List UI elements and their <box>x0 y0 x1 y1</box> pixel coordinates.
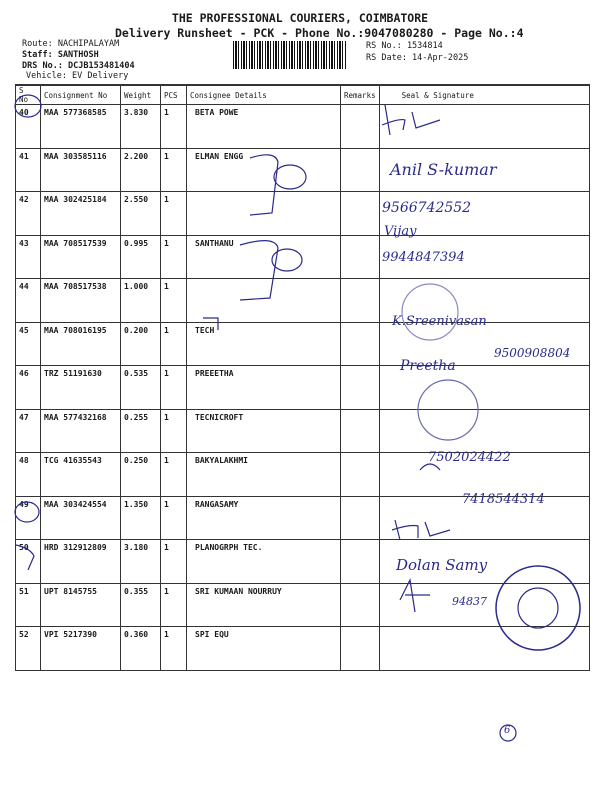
phone-46: 9500908804 <box>494 346 571 360</box>
row-weight: 0.535 <box>121 366 161 410</box>
col-pcs: PCS <box>161 85 187 105</box>
row-consignee: BAKYALAKHMI <box>187 453 341 497</box>
row-pcs: 1 <box>161 235 187 279</box>
row-sno: 47 <box>16 409 41 453</box>
staff: Staff: SANTHOSH <box>22 50 99 60</box>
row-signature <box>379 409 589 453</box>
row-signature <box>379 627 589 671</box>
row-consignee: BETA POWE <box>187 105 341 149</box>
row-weight: 0.200 <box>121 322 161 366</box>
signature-43: Vijay <box>384 224 417 239</box>
row-consignee: PREEETHA <box>187 366 341 410</box>
row-consignment-no: HRD 312912809 <box>41 540 121 584</box>
row-consignment-no: MAA 708016195 <box>41 322 121 366</box>
row-weight: 2.550 <box>121 192 161 236</box>
row-remarks <box>341 453 380 497</box>
rs-number: RS No.: 1534814 <box>366 41 443 51</box>
row-consignment-no: MAA 303424554 <box>41 496 121 540</box>
row-consignment-no: UPT 8145755 <box>41 583 121 627</box>
signature-46: Preetha <box>400 358 456 374</box>
row-sno: 43 <box>16 235 41 279</box>
signature-51: Dolan Samy <box>396 556 488 574</box>
row-weight: 0.255 <box>121 409 161 453</box>
row-consignee: TECNICROFT <box>187 409 341 453</box>
phone-49: 7418544314 <box>462 492 545 507</box>
row-sno: 45 <box>16 322 41 366</box>
row-consignee: ELMAN ENGG <box>187 148 341 192</box>
row-weight: 3.830 <box>121 105 161 149</box>
row-sno: 51 <box>16 583 41 627</box>
col-sno: S No <box>16 85 41 105</box>
table-row <box>16 192 590 236</box>
row-consignee: SRI KUMAAN NOURRUY <box>187 583 341 627</box>
row-consignment-no: MAA 577368585 <box>41 105 121 149</box>
row-consignee <box>187 192 341 236</box>
row-remarks <box>341 105 380 149</box>
row-pcs: 1 <box>161 279 187 323</box>
company-title: THE PROFESSIONAL COURIERS, COIMBATORE <box>171 11 429 25</box>
row-remarks <box>341 540 380 584</box>
row-remarks <box>341 192 380 236</box>
row-signature <box>379 105 589 149</box>
barcode <box>233 41 347 69</box>
phone-52: 94837 <box>452 595 487 608</box>
vehicle: Vehicle: EV Delivery <box>26 71 129 81</box>
col-signature: Seal & Signature <box>379 85 589 105</box>
table-row <box>16 366 590 410</box>
col-consignment: Consignment No <box>41 85 121 105</box>
page-mark: 6 <box>504 725 511 736</box>
row-weight: 0.995 <box>121 235 161 279</box>
row-weight: 1.350 <box>121 496 161 540</box>
table-row <box>16 148 590 192</box>
row-sno: 44 <box>16 279 41 323</box>
row-sno: 50 <box>16 540 41 584</box>
rs-date: RS Date: 14-Apr-2025 <box>366 53 469 63</box>
table-row <box>16 627 590 671</box>
row-remarks <box>341 627 380 671</box>
row-sno: 52 <box>16 627 41 671</box>
row-consignee <box>187 279 341 323</box>
row-consignment-no: MAA 302425184 <box>41 192 121 236</box>
row-consignment-no: TCG 41635543 <box>41 453 121 497</box>
row-pcs: 1 <box>161 409 187 453</box>
runsheet-table <box>15 84 590 671</box>
route: Route: NACHIPALAYAM <box>22 39 120 49</box>
row-consignee: PLANOGRPH TEC. <box>187 540 341 584</box>
row-consignment-no: MAA 303585116 <box>41 148 121 192</box>
col-consignee: Consignee Details <box>187 85 341 105</box>
row-pcs: 1 <box>161 583 187 627</box>
table-row <box>16 409 590 453</box>
signature-41: Anil S-kumar <box>390 160 497 179</box>
row-sno: 40 <box>16 105 41 149</box>
row-pcs: 1 <box>161 366 187 410</box>
row-remarks <box>341 235 380 279</box>
phone-42: 9566742552 <box>382 200 472 216</box>
row-consignment-no: MAA 577432168 <box>41 409 121 453</box>
row-weight: 3.180 <box>121 540 161 584</box>
row-remarks <box>341 366 380 410</box>
row-sno: 46 <box>16 366 41 410</box>
row-pcs: 1 <box>161 192 187 236</box>
row-consignment-no: VPI 5217390 <box>41 627 121 671</box>
row-remarks <box>341 148 380 192</box>
phone-44: 9944847394 <box>382 250 465 265</box>
table-row <box>16 235 590 279</box>
row-pcs: 1 <box>161 453 187 497</box>
row-pcs: 1 <box>161 627 187 671</box>
col-remarks: Remarks <box>341 85 380 105</box>
row-consignee: TECH <box>187 322 341 366</box>
table-row <box>16 105 590 149</box>
row-sno: 41 <box>16 148 41 192</box>
row-remarks <box>341 409 380 453</box>
row-consignment-no: MAA 708517539 <box>41 235 121 279</box>
row-pcs: 1 <box>161 105 187 149</box>
row-remarks <box>341 496 380 540</box>
row-pcs: 1 <box>161 148 187 192</box>
row-weight: 0.360 <box>121 627 161 671</box>
row-weight: 0.250 <box>121 453 161 497</box>
table-row <box>16 583 590 627</box>
row-consignee: RANGASAMY <box>187 496 341 540</box>
row-sno: 42 <box>16 192 41 236</box>
row-remarks <box>341 279 380 323</box>
row-weight: 2.200 <box>121 148 161 192</box>
row-consignment-no: MAA 708517538 <box>41 279 121 323</box>
row-remarks <box>341 322 380 366</box>
row-pcs: 1 <box>161 496 187 540</box>
row-pcs: 1 <box>161 540 187 584</box>
row-consignment-no: TRZ 51191630 <box>41 366 121 410</box>
phone-48: 7502024422 <box>428 450 511 465</box>
row-sno: 48 <box>16 453 41 497</box>
table-row <box>16 540 590 584</box>
row-pcs: 1 <box>161 322 187 366</box>
row-sno: 49 <box>16 496 41 540</box>
signature-45: K.Sreenivasan <box>392 314 487 329</box>
col-weight: Weight <box>121 85 161 105</box>
table-header <box>16 85 590 105</box>
row-remarks <box>341 583 380 627</box>
drs-number: DRS No.: DCJB153481404 <box>22 61 135 71</box>
row-weight: 0.355 <box>121 583 161 627</box>
row-consignee: SPI EQU <box>187 627 341 671</box>
table-row <box>16 279 590 323</box>
row-weight: 1.000 <box>121 279 161 323</box>
row-consignee: SANTHANU <box>187 235 341 279</box>
runsheet-subtitle: Delivery Runsheet - PCK - Phone No.:9047080280 - Page No.:4 <box>115 26 524 40</box>
